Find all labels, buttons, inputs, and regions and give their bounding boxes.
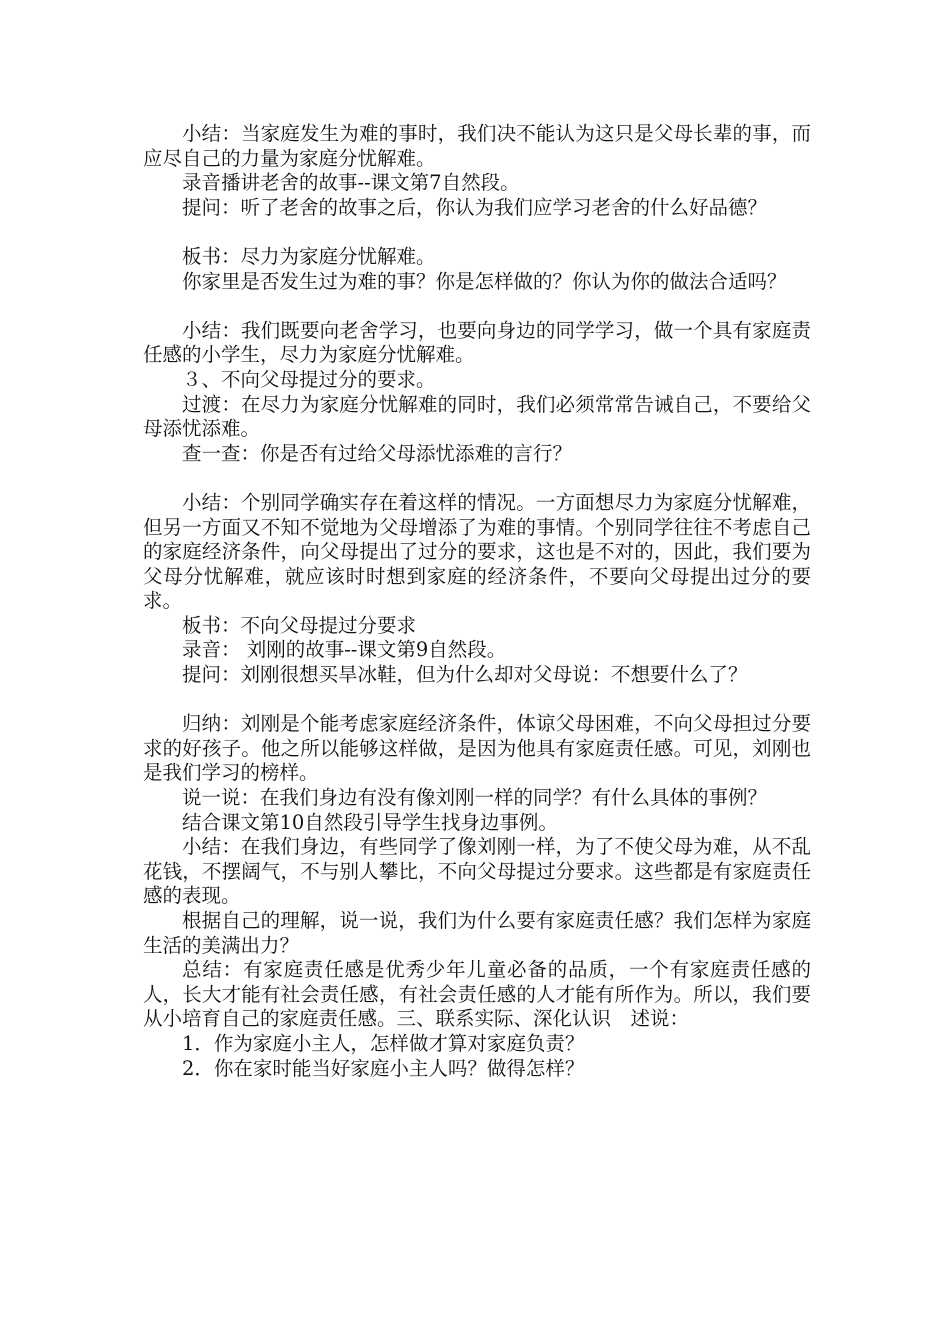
paragraph: 录音播讲老舍的故事--课文第7自然段。 (182, 171, 520, 195)
paragraph: 小结：我们既要向老舍学习，也要向身边的同学学习，做一个具有家庭责任感的小学生，尽力为家庭分忧解难。 (143, 318, 811, 367)
paragraph: 结合课文第10自然段引导学生找身边事例。 (182, 810, 558, 834)
paragraph: 板书：不向父母提过分要求 (182, 613, 417, 637)
paragraph: 归纳：刘刚是个能考虑家庭经济条件，体谅父母困难，不向父母担过分要求的好孩子。他之所以能够这样做，是因为他具有家庭责任感。可见，刘刚也是我们学习的榜样。 (143, 712, 811, 785)
paragraph: 小结：在我们身边，有些同学了像刘刚一样，为了不使父母为难，从不乱花钱，不摆阔气，不与别人攀比，不向父母提过分要求。这些都是有家庭责任感的表现。 (143, 835, 811, 908)
paragraph: 2．你在家时能当好家庭小主人吗？做得怎样？ (182, 1056, 585, 1080)
paragraph: 录音： 刘刚的故事--课文第9自然段。 (182, 638, 507, 662)
paragraph: 小结：个别同学确实存在着这样的情况。一方面想尽力为家庭分忧解难，但另一方面又不知不觉地为父母增添了为难的事情。个别同学往往不考虑自己的家庭经济条件，向父母提出了过分的要求，这也是不对的，因此，我们要为父母分忧解难，就应该时时想到家庭的经济条件，不要向父母提出过分的要求。 (143, 490, 811, 613)
document-body (143, 122, 811, 1081)
paragraph: 根据自己的理解，说一说，我们为什么要有家庭责任感？我们怎样为家庭生活的美满出力？ (143, 909, 811, 957)
paragraph: 总结：有家庭责任感是优秀少年儿童必备的品质，一个有家庭责任感的人，长大才能有社会责任感，有社会责任感的人才能有所作为。所以，我们要从小培育自己的家庭责任感。三、联系实际、深化认识 述说： (143, 958, 811, 1031)
paragraph: 板书：尽力为家庭分忧解难。 (182, 244, 436, 268)
paragraph: 你家里是否发生过为难的事？你是怎样做的？你认为你的做法合适吗？ (182, 269, 787, 293)
paragraph: ３、不向父母提过分的要求。 (182, 367, 436, 391)
paragraph: 过渡：在尽力为家庭分忧解难的同时，我们必须常常告诫自己，不要给父母添忧添难。 (143, 392, 811, 441)
paragraph: 小结：当家庭发生为难的事时，我们决不能认为这只是父母长辈的事，而应尽自己的力量为家庭分忧解难。 (143, 122, 811, 170)
paragraph: 查一查：你是否有过给父母添忧添难的言行？ (182, 441, 573, 465)
paragraph: 提问：听了老舍的故事之后，你认为我们应学习老舍的什么好品德？ (182, 195, 768, 219)
paragraph: 提问：刘刚很想买旱冰鞋，但为什么却对父母说：不想要什么了？ (182, 663, 748, 687)
paragraph: 1．作为家庭小主人，怎样做才算对家庭负责？ (182, 1031, 585, 1055)
paragraph: 说一说：在我们身边有没有像刘刚一样的同学？有什么具体的事例？ (182, 786, 768, 810)
